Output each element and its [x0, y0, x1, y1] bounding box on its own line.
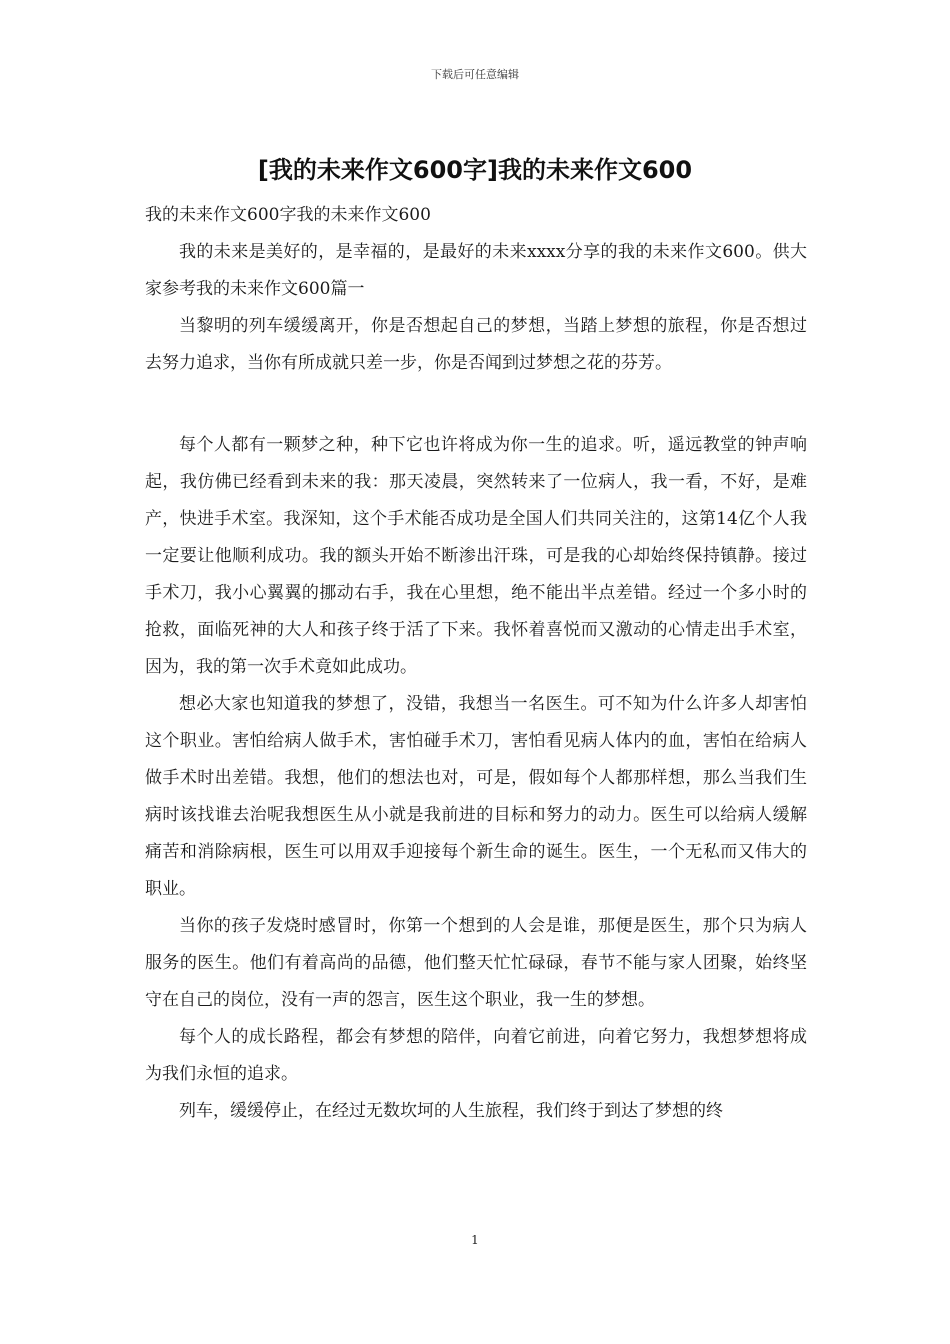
paragraph-train-departure: 当黎明的列车缓缓离开，你是否想起自己的梦想，当踏上梦想的旅程，你是否想过去努力追求，当你有所成就只差一步，你是否闻到过梦想之花的芬芳。	[145, 316, 807, 373]
subtitle-line: 我的未来作文600字我的未来作文600	[145, 205, 431, 225]
paragraph-doctor-dream: 想必大家也知道我的梦想了，没错，我想当一名医生。可不知为什么许多人却害怕这个职业。害怕给病人做手术，害怕碰手术刀，害怕看见病人体内的血，害怕在给病人做手术时出差错。我想，他们的想法也对，可是，假如每个人都那样想，那么当我们生病时该找谁去治呢我想医生从小就是我前进的目标和努力的动力。医生可以给病人缓解痛苦和消除病根，医生可以用双手迎接每个新生命的诞生。医生，一个无私而又伟大的职业。	[145, 694, 807, 899]
paragraph-gap	[145, 382, 807, 427]
paragraph-growth-path: 每个人的成长路程，都会有梦想的陪伴，向着它前进，向着它努力，我想梦想将成为我们永恒的追求。	[145, 1027, 807, 1084]
document-title: [我的未来作文600字]我的未来作文600	[257, 156, 693, 184]
paragraph-train-stop: 列车，缓缓停止，在经过无数坎坷的人生旅程，我们终于到达了梦想的终	[179, 1101, 723, 1121]
header-note: 下载后可任意编辑	[431, 68, 519, 81]
paragraph-intro: 我的未来是美好的，是幸福的，是最好的未来xxxx分享的我的未来作文600。供大家参考我的未来作文600篇一	[145, 242, 807, 299]
paragraph-dream-seed: 每个人都有一颗梦之种，种下它也许将成为你一生的追求。听，遥远教堂的钟声响起，我仿佛已经看到未来的我：那天凌晨，突然转来了一位病人，我一看，不好，是难产，快进手术室。我深知，这个手术能否成功是全国人们共同关注的，这第14亿个人我一定要让他顺利成功。我的额头开始不断渗出汗珠，可是我的心却始终保持镇静。接过手术刀，我小心翼翼的挪动右手，我在心里想，绝不能出半点差错。经过一个多小时的抢救，面临死神的大人和孩子终于活了下来。我怀着喜悦而又激动的心情走出手术室，因为，我的第一次手术竟如此成功。	[145, 435, 807, 677]
page-number: 1	[471, 1233, 479, 1247]
document-body	[145, 197, 807, 1130]
paragraph-child-fever: 当你的孩子发烧时感冒时，你第一个想到的人会是谁，那便是医生，那个只为病人服务的医生。他们有着高尚的品德，他们整天忙忙碌碌，春节不能与家人团聚，始终坚守在自己的岗位，没有一声的怨言，医生这个职业，我一生的梦想。	[145, 916, 807, 1010]
